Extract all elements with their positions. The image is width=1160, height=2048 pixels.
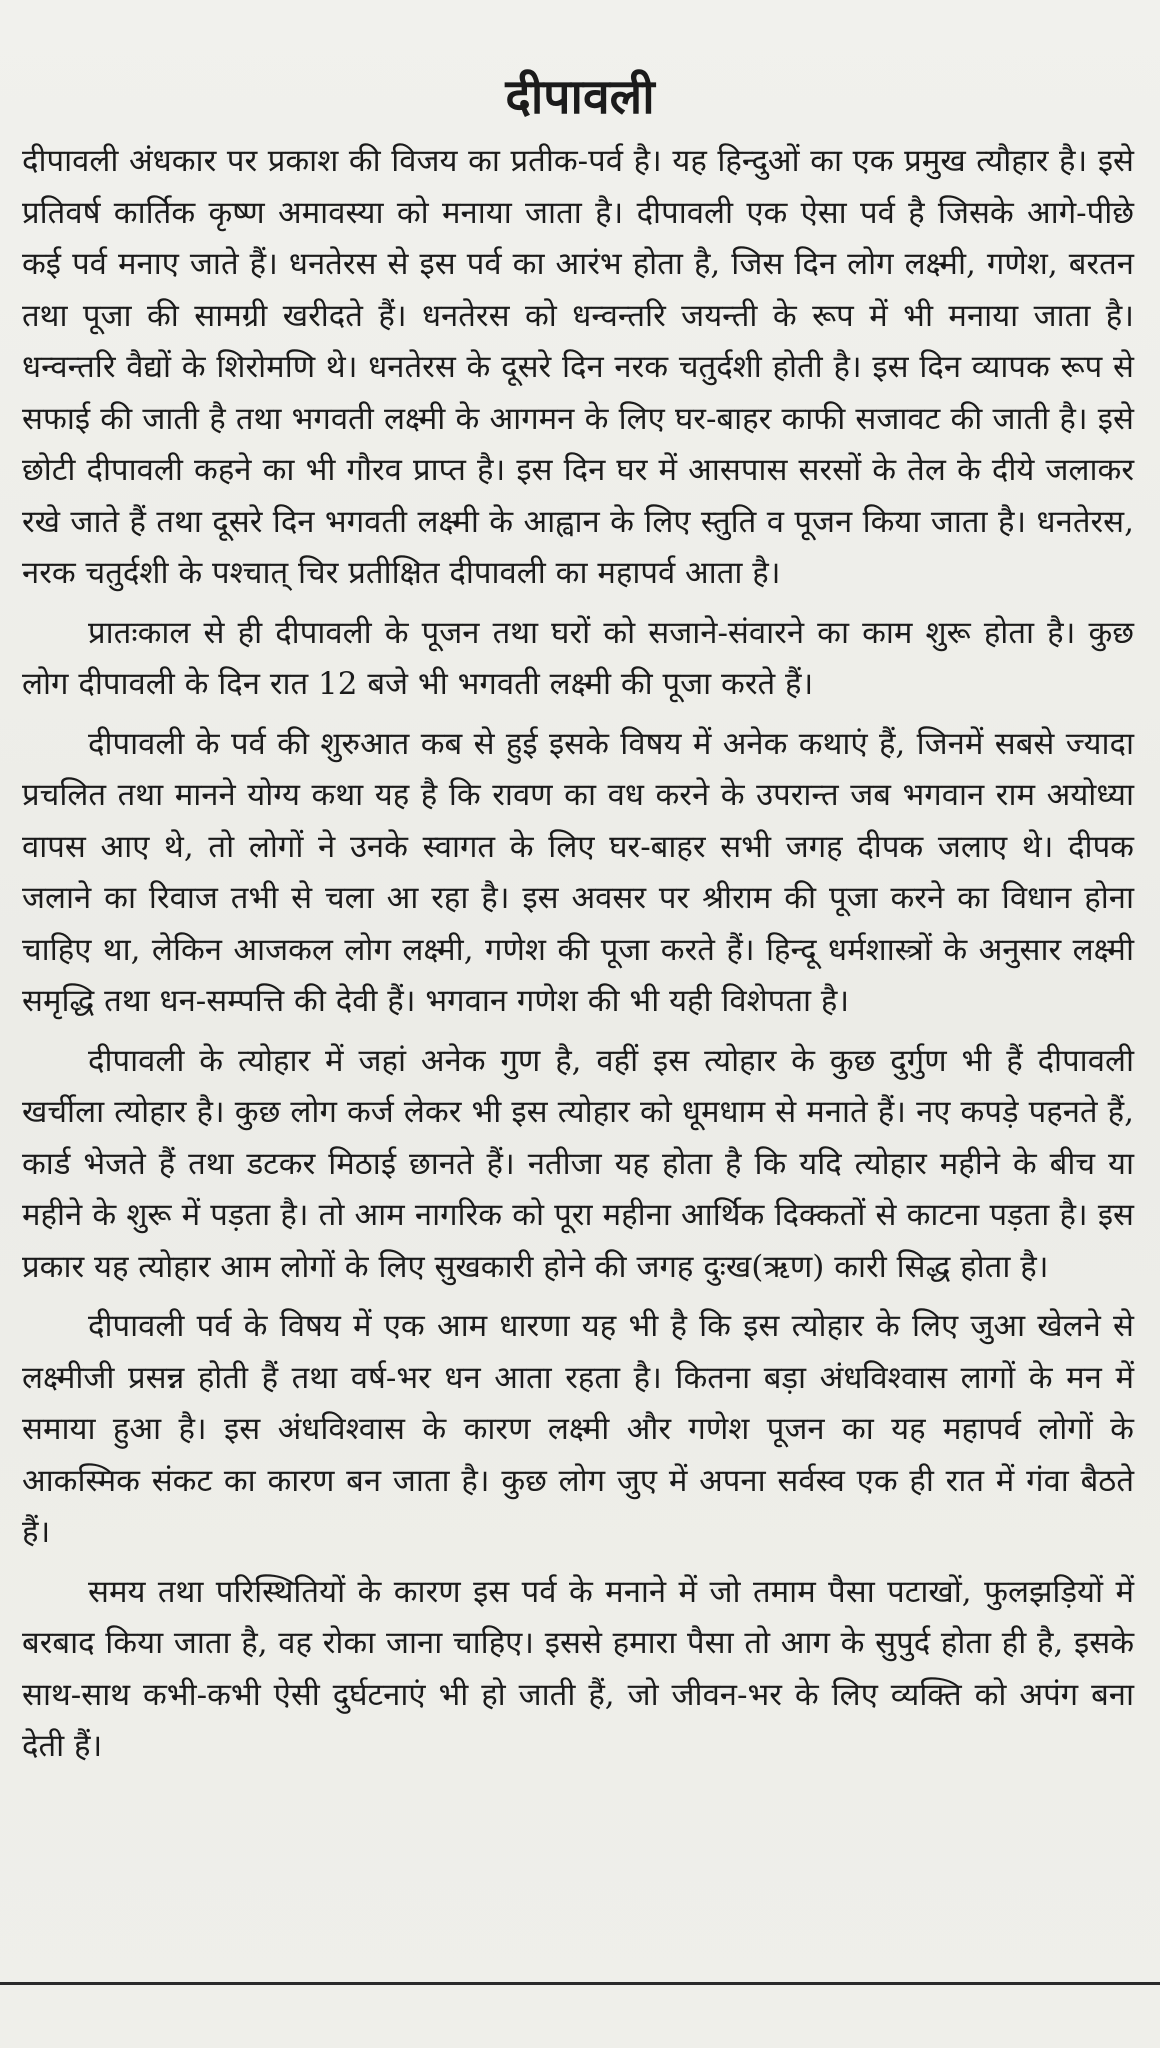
bottom-divider [0, 1982, 1160, 1985]
paragraph-3: दीपावली के पर्व की शुरुआत कब से हुई इसके विषय में अनेक कथाएं हैं, जिनमें सबसे ज्यादा प्रचलित तथा मानने योग्य कथा यह है कि रावण का वध करने के उपरान्त जब भगवान राम अयोध्या वापस आए थे, तो लोगों ने उनके स्वागत के लिए घर-बाहर सभी जगह दीपक जलाए थे। दीपक जलाने का रिवाज तभी से चला आ रहा है। इस अवसर पर श्रीराम की पूजा करने का विधान होना चाहिए था, लेकिन आजकल लोग लक्ष्मी, गणेश की पूजा करते हैं। हिन्दू धर्मशास्त्रों के अनुसार लक्ष्मी समृद्धि तथा धन-सम्पत्ति की देवी हैं। भगवान गणेश की भी यही विशेपता है। [22, 725, 1134, 1019]
paragraph-2: प्रातःकाल से ही दीपावली के पूजन तथा घरों को सजाने-संवारने का काम शुरू होता है। कुछ लोग दीपावली के दिन रात 12 बजे भी भगवती लक्ष्मी की पूजा करते हैं। [22, 614, 1134, 702]
paragraph-4: दीपावली के त्योहार में जहां अनेक गुण है, वहीं इस त्योहार के कुछ दुर्गुण भी हैं दीपावली खर्चीला त्योहार है। कुछ लोग कर्ज लेकर भी इस त्योहार को धूमधाम से मनाते हैं। नए कपड़े पहनते हैं, कार्ड भेजते हैं तथा डटकर मिठाई छानते हैं। नतीजा यह होता है कि यदि त्योहार महीने के बीच या महीने के शुरू में पड़ता है। तो आम नागरिक को पूरा महीना आर्थिक दिक्कतों से काटना पड़ता है। इस प्रकार यह त्योहार आम लोगों के लिए सुखकारी होने की जगह दुःख(ऋण) कारी सिद्ध होता है। [22, 1042, 1134, 1285]
paragraph-6: समय तथा परिस्थितियों के कारण इस पर्व के मनाने में जो तमाम पैसा पटाखों, फुलझड़ियों में बरबाद किया जाता है, वह रोका जाना चाहिए। इससे हमारा पैसा तो आग के सुपुर्द होता ही है, इसके साथ-साथ कभी-कभी ऐसी दुर्घटनाएं भी हो जाती हैं, जो जीवन-भर के लिए व्यक्ति को अपंग बना देती हैं। [22, 1573, 1134, 1764]
paragraph-5: दीपावली पर्व के विषय में एक आम धारणा यह भी है कि इस त्योहार के लिए जुआ खेलने से लक्ष्मीजी प्रसन्न होती हैं तथा वर्ष-भर धन आता रहता है। कितना बड़ा अंधविश्वास लागों के मन में समाया हुआ है। इस अंधविश्वास के कारण लक्ष्मी और गणेश पूजन का यह महापर्व लोगों के आकस्मिक संकट का कारण बन जाता है। कुछ लोग जुए में अपना सर्वस्व एक ही रात में गंवा बैठते हैं। [22, 1308, 1134, 1550]
document-body [22, 136, 1134, 1781]
paragraph-1: दीपावली अंधकार पर प्रकाश की विजय का प्रतीक-पर्व है। यह हिन्दुओं का एक प्रमुख त्यौहार है। इसे प्रतिवर्ष कार्तिक कृष्ण अमावस्या को मनाया जाता है। दीपावली एक ऐसा पर्व है जिसके आगे-पीछे कई पर्व मनाए जाते हैं। धनतेरस से इस पर्व का आरंभ होता है, जिस दिन लोग लक्ष्मी, गणेश, बरतन तथा पूजा की सामग्री खरीदते हैं। धनतेरस को धन्वन्तरि जयन्ती के रूप में भी मनाया जाता है। धन्वन्तरि वैद्यों के शिरोमणि थे। धनतेरस के दूसरे दिन नरक चतुर्दशी होती है। इस दिन व्यापक रूप से सफाई की जाती है तथा भगवती लक्ष्मी के आगमन के लिए घर-बाहर काफी सजावट की जाती है। इसे छोटी दीपावली कहने का भी गौरव प्राप्त है। इस दिन घर में आसपास सरसों के तेल के दीये जलाकर रखे जाते हैं तथा दूसरे दिन भगवती लक्ष्मी के आह्वान के लिए स्तुति व पूजन किया जाता है। धनतेरस, नरक चतुर्दशी के पश्चात् चिर प्रतीक्षित दीपावली का महापर्व आता है। [22, 143, 1134, 591]
document-title: दीपावली [505, 69, 655, 125]
